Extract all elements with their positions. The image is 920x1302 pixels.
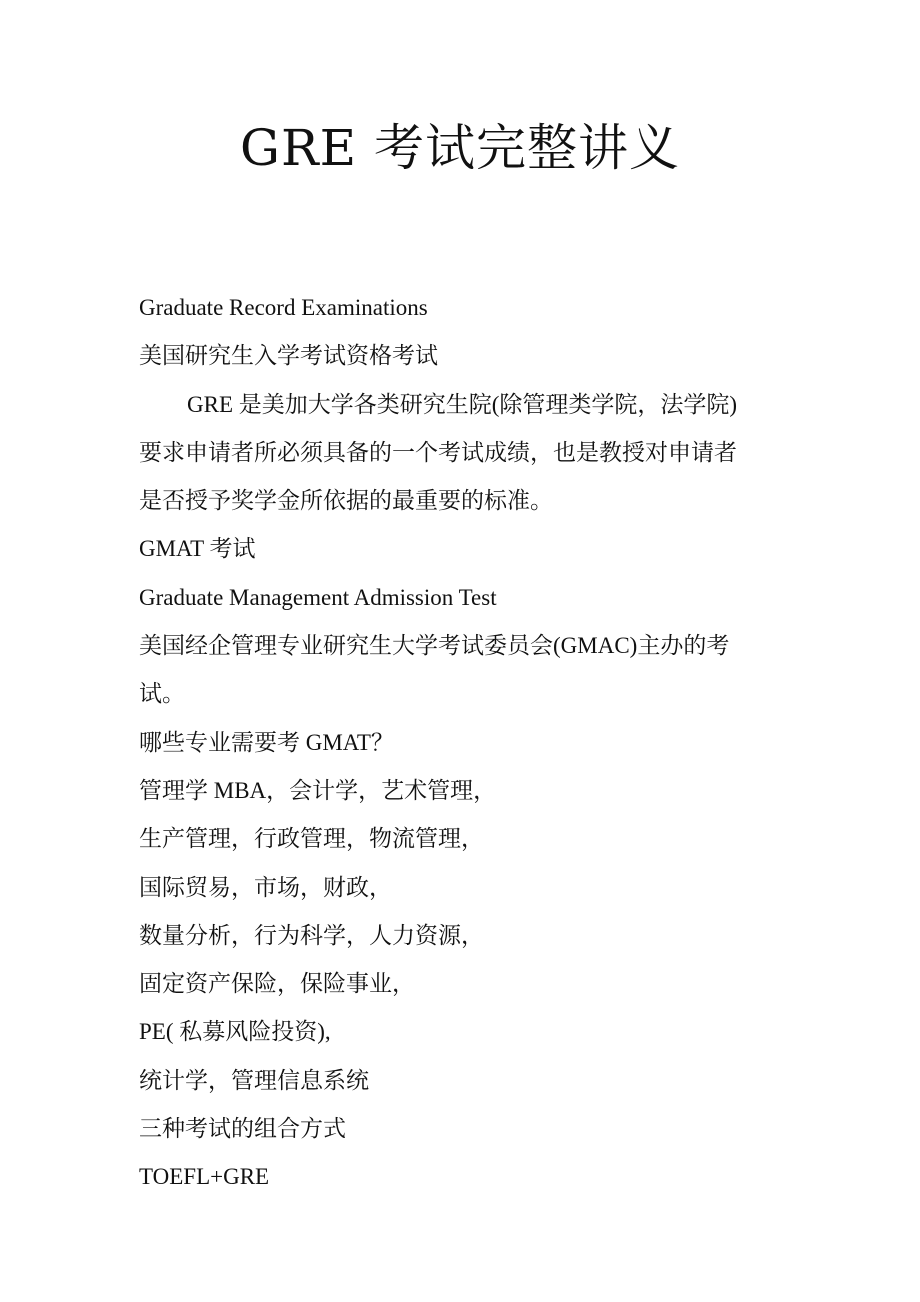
text-line-gmat-description-1: 美国经企管理专业研究生大学考试委员会(GMAC)主办的考 bbox=[139, 633, 730, 659]
text-line-gmat-description-2: 试。 bbox=[139, 681, 185, 707]
text-line-majors-2: 生产管理，行政管理，物流管理， bbox=[139, 826, 484, 852]
text-line-combinations-heading: 三种考试的组合方式 bbox=[139, 1116, 346, 1142]
text-line-gre-description-1: GRE 是美加大学各类研究生院(除管理类学院，法学院) bbox=[187, 391, 738, 417]
document-title: GRE 考试完整讲义 bbox=[240, 119, 680, 177]
text-line-gmat-question: 哪些专业需要考 GMAT？ bbox=[139, 729, 394, 755]
text-line-majors-6: PE( 私募风险投资), bbox=[139, 1019, 331, 1045]
text-line-gre-chinese-name: 美国研究生入学考试资格考试 bbox=[139, 343, 438, 369]
document-body bbox=[139, 284, 789, 1202]
text-line-majors-1: 管理学 MBA，会计学，艺术管理， bbox=[139, 777, 497, 803]
text-line-gmat-heading: GMAT 考试 bbox=[139, 536, 256, 562]
text-line-majors-5: 固定资产保险，保险事业， bbox=[139, 971, 415, 997]
text-line-gre-description-2: 要求申请者所必须具备的一个考试成绩，也是教授对申请者 bbox=[139, 439, 737, 465]
text-line-gmat-full-name: Graduate Management Admission Test bbox=[139, 584, 497, 610]
text-line-majors-4: 数量分析，行为科学，人力资源， bbox=[139, 922, 484, 948]
text-line-graduate-record-examinations: Graduate Record Examinations bbox=[139, 295, 428, 320]
text-line-gre-description-3: 是否授予奖学金所依据的最重要的标准。 bbox=[139, 488, 553, 514]
text-line-majors-3: 国际贸易，市场，财政， bbox=[139, 874, 392, 900]
text-line-majors-7: 统计学，管理信息系统 bbox=[139, 1067, 369, 1093]
text-line-toefl-gre: TOEFL+GRE bbox=[139, 1164, 270, 1190]
